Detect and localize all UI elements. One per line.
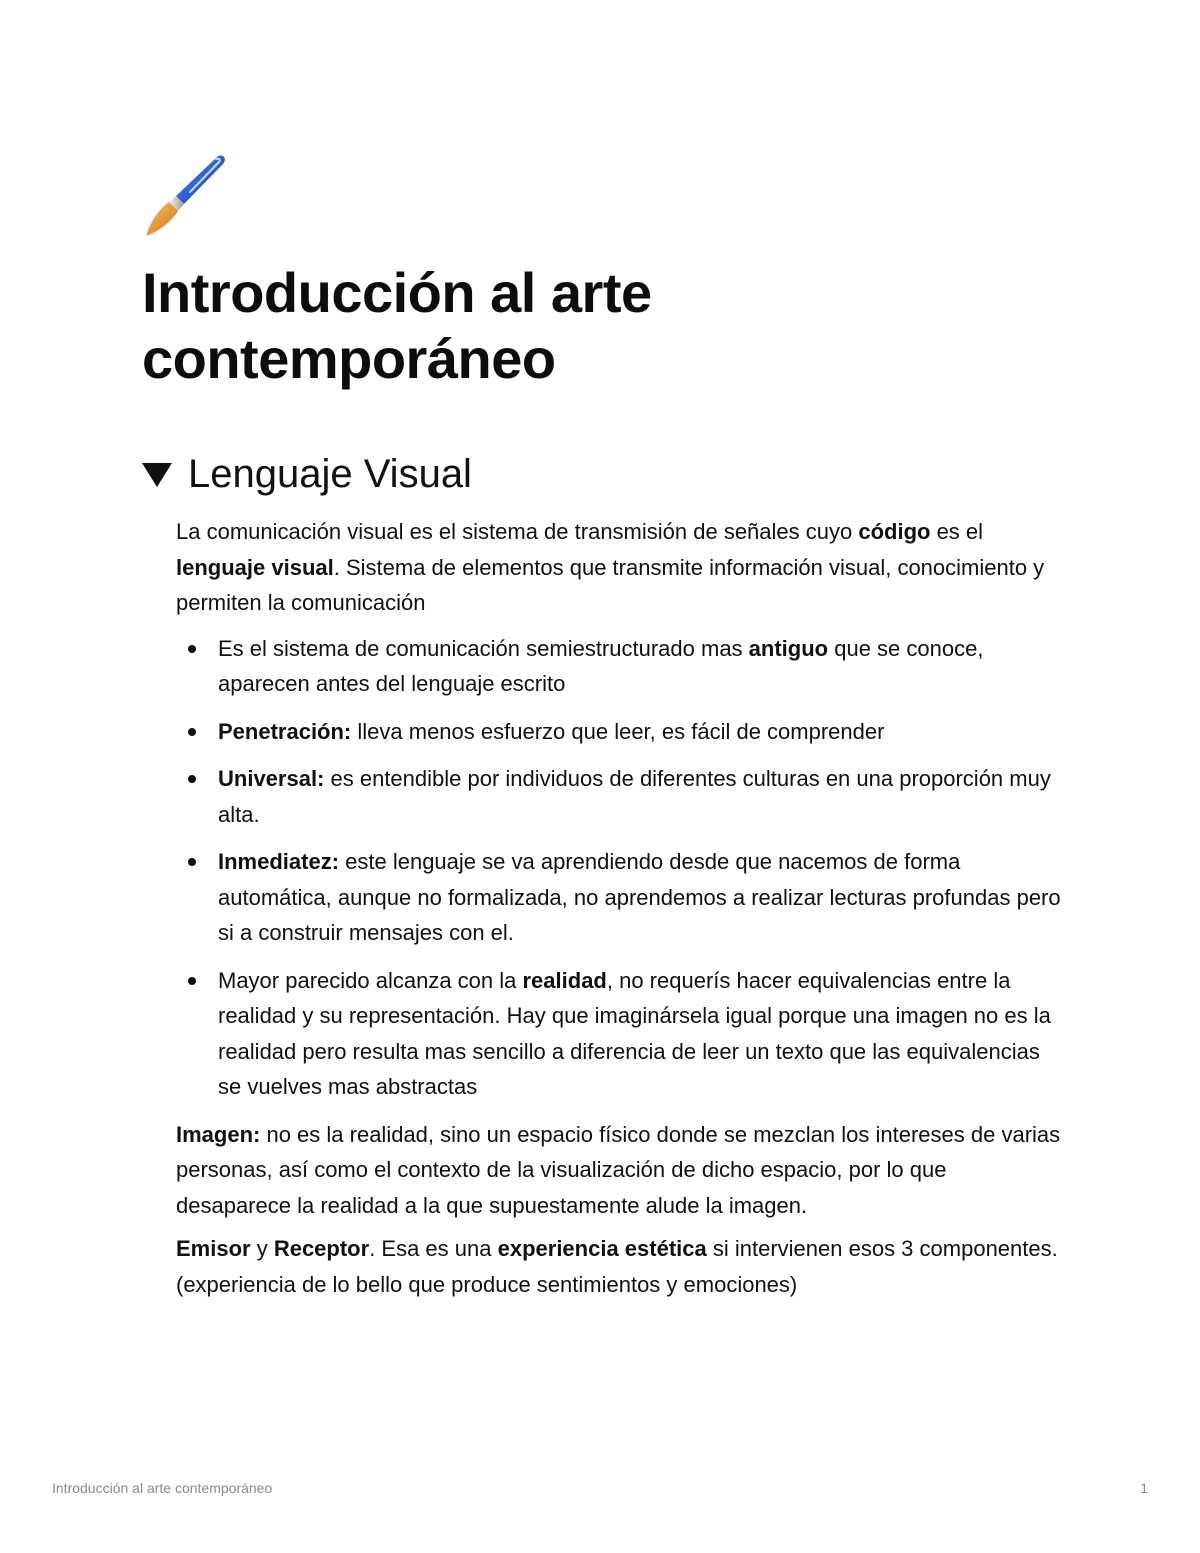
- list-item: [176, 844, 1066, 951]
- page-title: [142, 260, 1072, 392]
- bold-text: Imagen:: [176, 1121, 261, 1147]
- text-run: lleva menos esfuerzo que leer, es fácil de comprender: [351, 718, 885, 744]
- bold-text: realidad: [522, 967, 607, 993]
- text-run: que se conoce, aparecen antes del lenguaje escrito: [218, 635, 984, 696]
- bold-text: Penetración:: [218, 718, 352, 744]
- bullet-dot-icon: [188, 728, 196, 736]
- bold-text: lenguaje visual: [176, 554, 334, 580]
- toggle-body: [176, 514, 1066, 1302]
- bullet-dot-icon: [188, 858, 196, 866]
- bold-text: antiguo: [748, 635, 829, 661]
- bold-text: Inmediatez:: [218, 849, 340, 874]
- text-run: . Esa es una: [369, 1236, 498, 1261]
- footer-doc-title: Introducción al arte contemporáneo: [52, 1480, 273, 1496]
- page-title-line-2: contemporáneo: [142, 327, 556, 390]
- bold-text: código: [858, 519, 931, 544]
- page-content: [142, 150, 1072, 1310]
- toggle-lenguaje-visual[interactable]: [142, 448, 1072, 500]
- bullet-list: [176, 631, 1066, 1105]
- toggle-heading-text: Lenguaje Visual: [188, 452, 472, 496]
- text-run: este lenguaje se va aprendiendo desde que nacemos de forma automática, aunque no formalizada, no aprendemos a realizar lecturas profundas pero si a construir mensajes con el.: [218, 849, 1061, 945]
- text-run: si intervienen esos 3 componentes. (experiencia de lo bello que produce sentimientos y emociones): [176, 1236, 1058, 1297]
- text-run: , no requerís hacer equivalencias entre la realidad y su representación. Hay que imaginársela igual porque una imagen no es la realidad pero resulta mas sencillo a diferencia de leer un texto que las equivalencias se vuelves mas abstractas: [218, 967, 1051, 1099]
- text-run: y: [250, 1236, 274, 1261]
- text-run: es entendible por individuos de diferentes culturas en una proporción muy alta.: [218, 766, 1051, 827]
- text-run: es el: [930, 519, 984, 544]
- bold-text: Emisor: [176, 1236, 251, 1261]
- page-title-line-1: Introducción al arte: [142, 261, 652, 324]
- text-run: no es la realidad, sino un espacio físico donde se mezclan los intereses de varias personas, así como el contexto de la visualización de dicho espacio, por lo que desaparece la realidad a la que supuestamente alude la imagen.: [176, 1121, 1061, 1218]
- bold-text: experiencia estética: [497, 1236, 707, 1261]
- intro-paragraph: [176, 514, 1066, 621]
- bullet-dot-icon: [188, 645, 196, 653]
- toggle-triangle-icon[interactable]: [142, 463, 172, 487]
- list-item: [176, 714, 1066, 750]
- list-item: [176, 761, 1066, 832]
- list-item: [176, 963, 1066, 1105]
- emisor-paragraph: [176, 1231, 1066, 1302]
- bold-text: Receptor: [273, 1236, 370, 1261]
- list-item: [176, 631, 1066, 702]
- bold-text: Universal:: [218, 766, 325, 791]
- text-run: Es el sistema de comunicación semiestructurado mas: [218, 635, 749, 661]
- bullet-dot-icon: [188, 977, 196, 985]
- footer-page-number: 1: [1140, 1480, 1148, 1496]
- imagen-paragraph: [176, 1117, 1066, 1224]
- paintbrush-icon: [140, 150, 230, 240]
- bullet-dot-icon: [188, 775, 196, 783]
- text-run: Mayor parecido alcanza con la: [218, 967, 523, 993]
- text-run: . Sistema de elementos que transmite información visual, conocimiento y permiten la comunicación: [176, 554, 1045, 615]
- text-run: La comunicación visual es el sistema de transmisión de señales cuyo: [176, 519, 859, 544]
